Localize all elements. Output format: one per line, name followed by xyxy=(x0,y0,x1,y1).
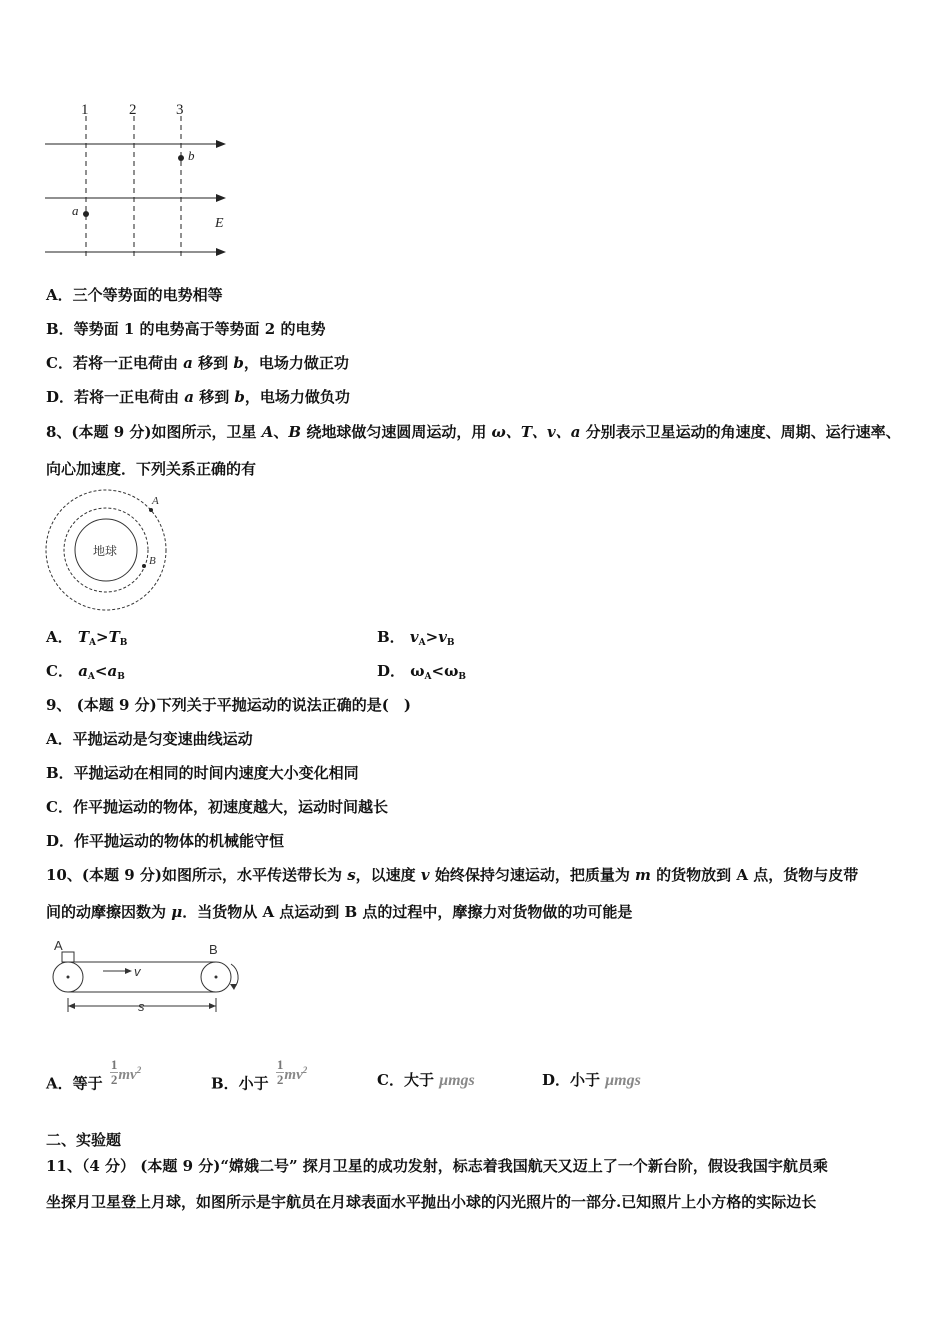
satellite-b-label: B xyxy=(149,555,156,567)
q10-stem-line-1: 10、(本题 9 分)如图所示，水平传送带长为 s，以速度 v 始终保持匀速运动，把质量为 m 的货物放到 A 点，货物与皮带 xyxy=(46,866,859,884)
arrow-head-2 xyxy=(216,194,226,202)
velocity-label: v xyxy=(134,964,141,979)
velocity-arrow-head xyxy=(125,968,132,974)
earth-label: 地球 xyxy=(93,544,118,558)
conveyor-belt-figure xyxy=(48,936,248,1018)
q8-option-c: C． $a_A<a_B$ xyxy=(46,662,125,682)
q9-option-a: A．平抛运动是匀变速曲线运动 xyxy=(46,730,253,748)
q8-stem-line-2: 向心加速度．下列关系正确的有 xyxy=(46,460,257,478)
cargo-box xyxy=(62,952,74,962)
s-arrow-left xyxy=(68,1003,75,1009)
length-label: s xyxy=(138,999,145,1014)
q10-option-a: A．等于 $\frac{1}{2}mv^2$ xyxy=(46,1057,142,1093)
label-3: 3 xyxy=(176,102,184,118)
point-a-label: A xyxy=(54,938,63,953)
q8-stem-line-1: 8、(本题 9 分)如图所示，卫星 A、B 绕地球做匀速圆周运动，用 ω、T、v、a 分别表示卫星运动的角速度、周期、运行速率、 xyxy=(46,423,901,441)
q8-option-b: B． $v_A>v_B$ xyxy=(377,628,455,648)
q11-stem-line-2: 坐探月卫星登上月球，如图所示是宇航员在月球表面水平抛出小球的闪光照片的一部分.已知照片上小方格的实际边长 xyxy=(46,1193,817,1211)
q9-stem: 9、 (本题 9 分)下列关于平抛运动的说法正确的是( ) xyxy=(46,696,411,714)
satellite-orbit-figure xyxy=(42,488,172,614)
satellite-b-dot xyxy=(142,564,146,568)
q8-option-a: A． $T_A>T_B$ xyxy=(46,628,128,648)
point-b-dot xyxy=(178,155,184,161)
q10-stem-line-2: 间的动摩擦因数为 μ．当货物从 A 点运动到 B 点的过程中，摩擦力对货物做的功可能是 xyxy=(46,903,633,921)
q10-option-b: B．小于 $\frac{1}{2}mv^2$ xyxy=(211,1057,308,1093)
q9-option-c: C．作平抛运动的物体，初速度越大，运动时间越长 xyxy=(46,798,388,816)
s-arrow-right xyxy=(209,1003,216,1009)
q7-option-d: D．若将一正电荷由 a 移到 b，电场力做负功 xyxy=(46,388,350,406)
q7-option-a: A．三个等势面的电势相等 xyxy=(46,286,223,304)
q8-option-d: D． $\omega_A<\omega_B$ xyxy=(377,662,467,682)
q10-option-c: C．大于 μmgs xyxy=(377,1071,475,1089)
section-title: 二、实验题 xyxy=(46,1131,122,1149)
fraction-one-half: $\frac{1}{2}$ xyxy=(110,1057,118,1087)
q7-option-c: C．若将一正电荷由 a 移到 b，电场力做正功 xyxy=(46,354,349,372)
q11-stem-line-1: 11、（4 分） (本题 9 分)“嫦娥二号” 探月卫星的成功发射，标志着我国航天又迈上了一个新台阶，假设我国宇航员乘 xyxy=(46,1157,828,1175)
satellite-a-dot xyxy=(149,508,153,512)
rotation-arrow-head xyxy=(230,984,237,990)
q9-option-b: B．平抛运动在相同的时间内速度大小变化相同 xyxy=(46,764,359,782)
arrow-head-1 xyxy=(216,140,226,148)
arrow-head-3 xyxy=(216,248,226,256)
left-axle xyxy=(67,976,70,979)
q9-option-d: D．作平抛运动的物体的机械能守恒 xyxy=(46,832,285,850)
label-a: a xyxy=(72,203,79,218)
right-axle xyxy=(215,976,218,979)
q10-option-d: D．小于 μmgs xyxy=(542,1071,641,1089)
label-E: E xyxy=(215,216,224,231)
label-b: b xyxy=(188,148,195,163)
q7-option-b: B．等势面 1 的电势高于等势面 2 的电势 xyxy=(46,320,326,338)
point-a-dot xyxy=(83,211,89,217)
label-2: 2 xyxy=(129,102,137,118)
fraction-one-half: $\frac{1}{2}$ xyxy=(276,1057,284,1087)
label-1: 1 xyxy=(81,102,89,118)
equipotential-figure xyxy=(40,96,240,264)
point-b-label: B xyxy=(209,942,218,957)
satellite-a-label: A xyxy=(152,495,159,507)
